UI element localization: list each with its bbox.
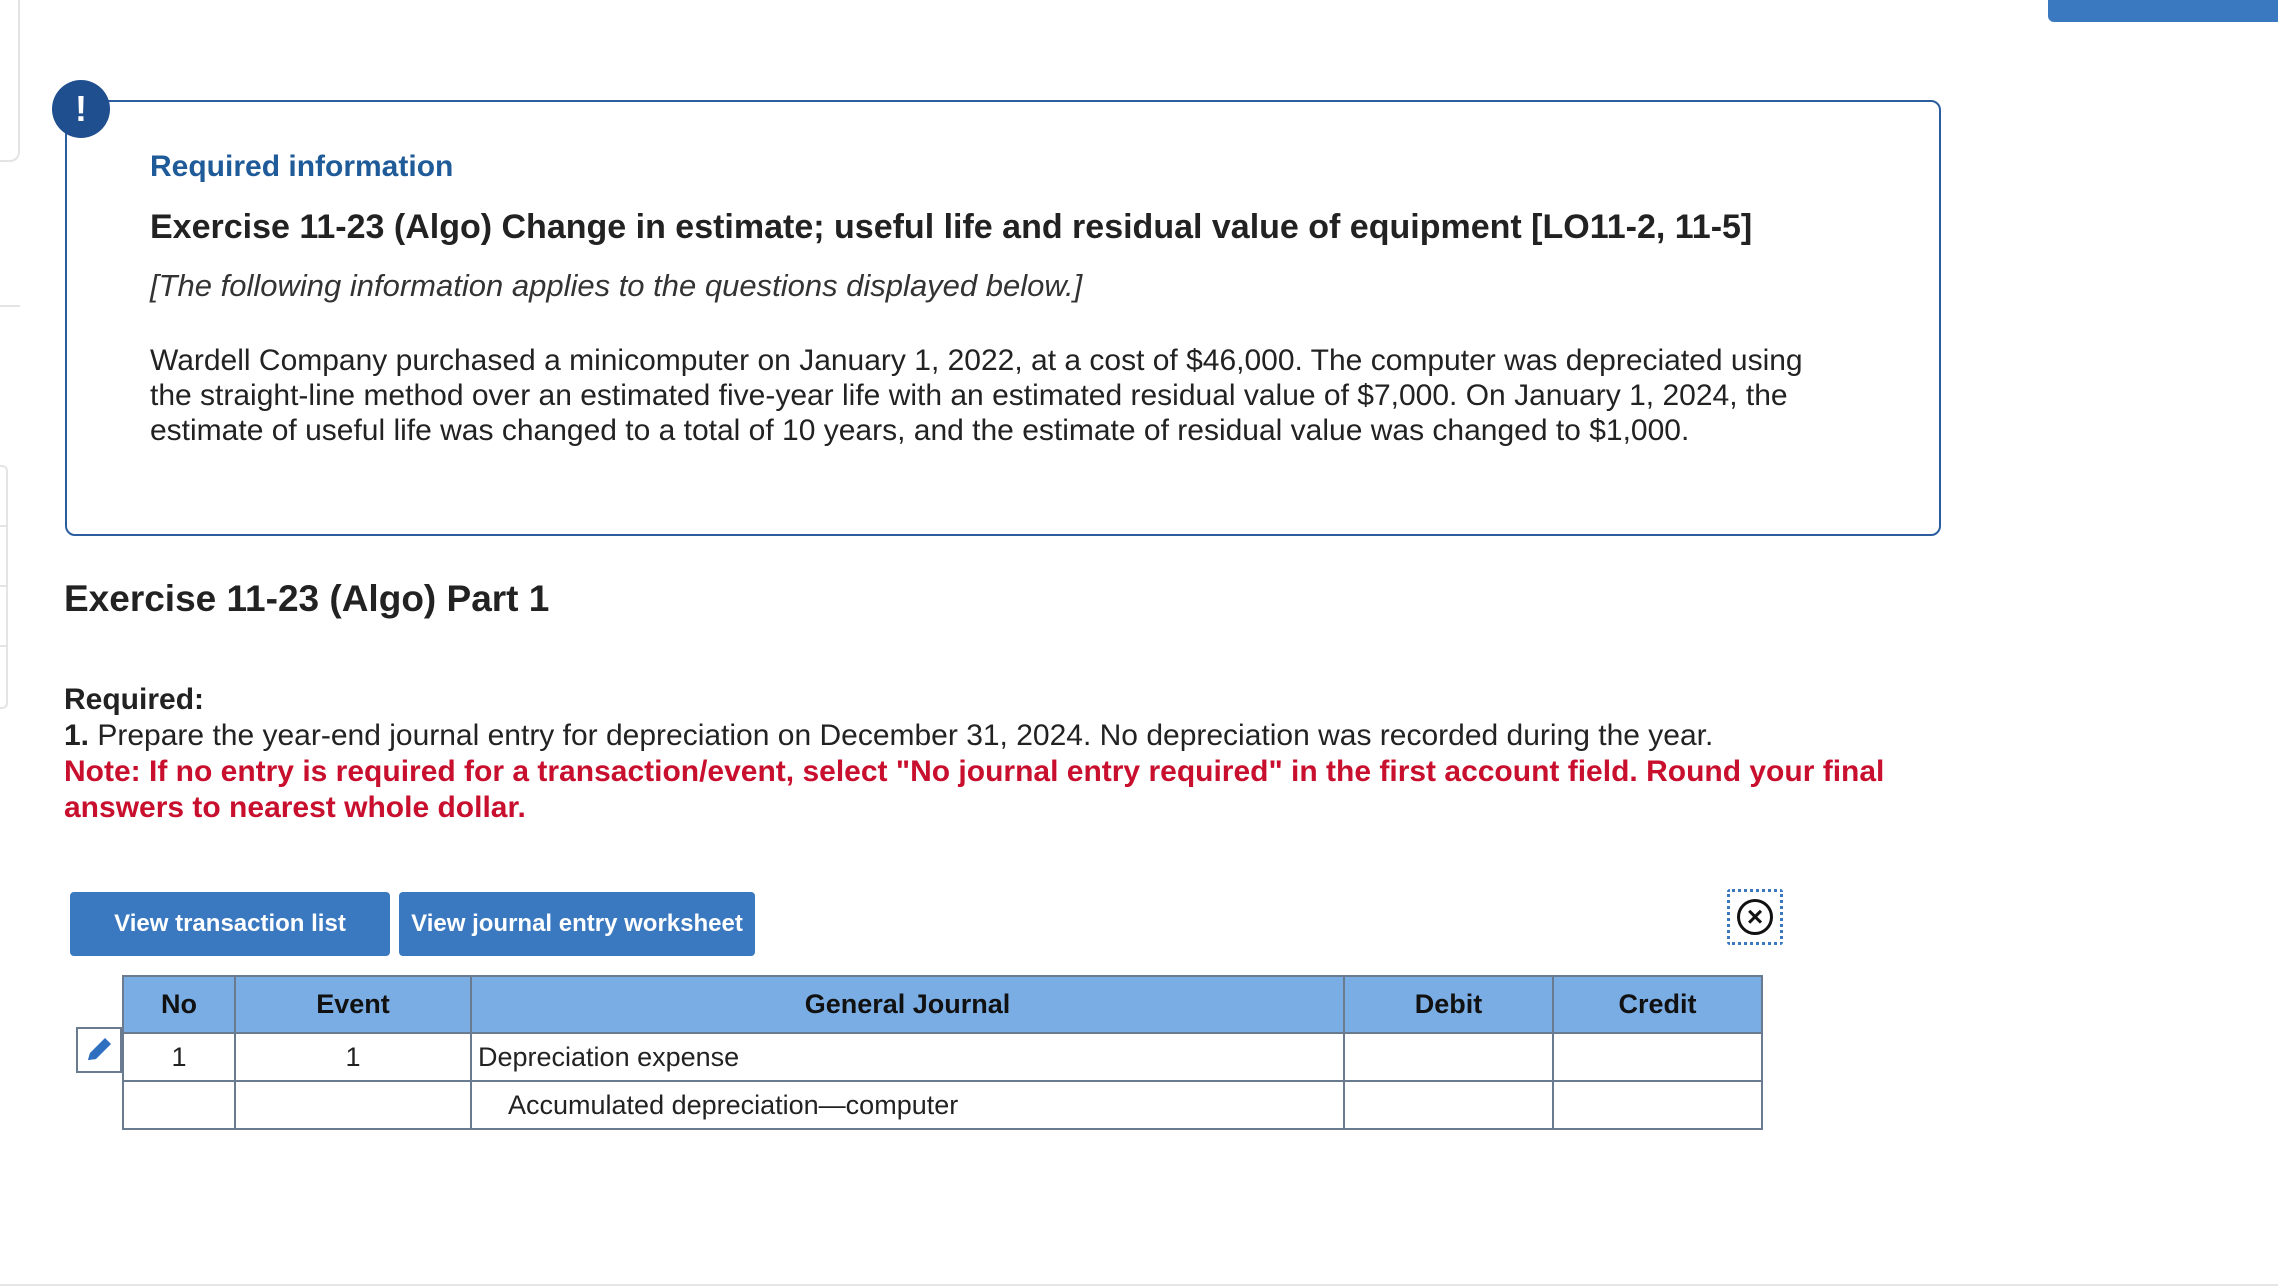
part-title: Exercise 11-23 (Algo) Part 1 [64, 578, 550, 619]
scenario-text: Wardell Company purchased a minicomputer on January 1, 2022, at a cost of $46,000. The computer was depreciated using the straight-line method over an estimated five-year life with an estimated residual value of $7,000. On January 1, 2024, the estimate of useful life was changed to a total of 10 years, and the estimate of residual value was changed to $1,000. [150, 344, 1803, 447]
cell-no [123, 1081, 235, 1129]
required-item [64, 718, 1924, 754]
cell-account: Depreciation expense [471, 1033, 1344, 1081]
view-transaction-list-button[interactable]: View transaction list [70, 892, 390, 956]
check-my-work-button[interactable] [2048, 0, 2278, 22]
exercise-title: Exercise 11-23 (Algo) Change in estimate; useful life and residual value of equipment [LO11-2, 11-5] [150, 208, 1753, 246]
col-header-credit: Credit [1553, 976, 1762, 1033]
required-item-number: 1. [64, 719, 90, 752]
close-button[interactable] [1727, 889, 1783, 945]
applies-note: [The following information applies to the questions displayed below.] [150, 268, 1083, 303]
circle-x-icon: × [1737, 899, 1773, 935]
left-divider [0, 305, 20, 307]
alert-icon: ! [52, 80, 110, 138]
required-information-heading: Required information [150, 150, 454, 183]
left-panel-edge [0, 0, 20, 162]
col-header-debit: Debit [1344, 976, 1553, 1033]
cell-event [235, 1081, 471, 1129]
table-row [123, 1081, 1762, 1129]
left-nav-tabs[interactable] [0, 465, 8, 709]
page-bottom-divider [0, 1284, 2278, 1286]
cell-credit [1553, 1033, 1762, 1081]
col-header-event: Event [235, 976, 471, 1033]
table-row [123, 1033, 1762, 1081]
journal-entry-table [122, 975, 1763, 1130]
col-header-no: No [123, 976, 235, 1033]
col-header-general-journal: General Journal [471, 976, 1344, 1033]
required-item-text: Prepare the year-end journal entry for depreciation on December 31, 2024. No depreciation was recorded during the year. [97, 719, 1714, 752]
cell-no: 1 [123, 1033, 235, 1081]
required-note: Note: If no entry is required for a transaction/event, select "No journal entry required" in the first account field. Round your final answers to nearest whole dollar. [64, 755, 1885, 824]
cell-debit [1344, 1033, 1553, 1081]
cell-event: 1 [235, 1033, 471, 1081]
cell-debit [1344, 1081, 1553, 1129]
pencil-icon [78, 1029, 120, 1071]
edit-entry-button[interactable] [76, 1027, 122, 1073]
cell-account: Accumulated depreciation—computer [471, 1081, 1344, 1129]
required-section [64, 682, 1924, 826]
view-journal-entry-worksheet-button[interactable]: View journal entry worksheet [399, 892, 755, 956]
required-label: Required: [64, 683, 205, 716]
cell-credit [1553, 1081, 1762, 1129]
